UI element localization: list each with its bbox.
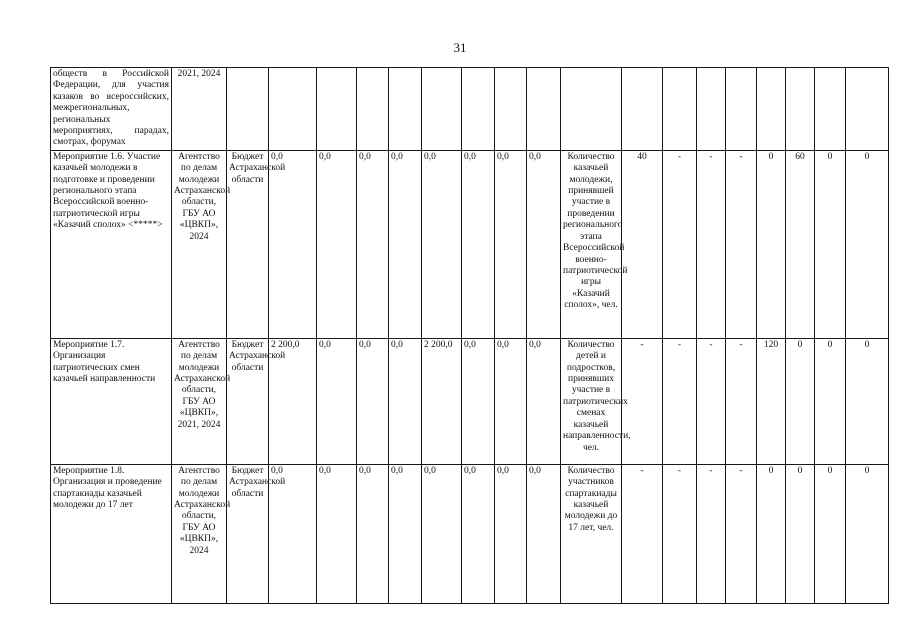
funding-value-cell: 0,0 [495,150,527,338]
funding-value-cell: 0,0 [422,150,462,338]
program-table [50,67,889,604]
target-value-cell [757,68,786,151]
funding-value-cell: 0,0 [357,464,389,603]
funding-value-cell: 0,0 [495,338,527,464]
target-value-cell [815,68,846,151]
funding-value-cell: 0,0 [389,464,422,603]
funding-value-cell [357,68,389,151]
target-value-cell: 0 [815,150,846,338]
funding-value-cell [269,68,317,151]
table-row [51,338,889,464]
target-value-cell: 40 [622,150,663,338]
measure-name-cell: Мероприятие 1.7. Организация патриотических смен казачьей направленности [51,338,172,464]
target-value-cell: - [697,338,726,464]
target-value-cell: - [697,464,726,603]
executor-cell: Агентство по делам молодежи Астраханской области, ГБУ АО «ЦВКП», 2024 [172,464,227,603]
target-value-cell: - [726,338,757,464]
target-value-cell: - [726,464,757,603]
page-number: 31 [453,40,467,55]
indicator-cell [561,68,622,151]
target-value-cell: 0 [846,338,889,464]
funding-value-cell: 0,0 [357,338,389,464]
target-value-cell [697,68,726,151]
funding-value-cell: 0,0 [527,338,561,464]
funding-value-cell: 2 200,0 [422,338,462,464]
target-value-cell: - [663,338,697,464]
indicator-cell: Количество участников спартакиады казачьей молодежи до 17 лет, чел. [561,464,622,603]
funding-value-cell: 0,0 [317,464,357,603]
funding-source-cell [227,68,269,151]
table-row [51,150,889,338]
funding-value-cell: 0,0 [269,150,317,338]
target-value-cell [663,68,697,151]
funding-value-cell [462,68,495,151]
funding-value-cell: 0,0 [495,464,527,603]
funding-value-cell: 0,0 [462,338,495,464]
target-value-cell [726,68,757,151]
measure-name-cell: Мероприятие 1.8. Организация и проведение спартакиады казачьей молодежи до 17 лет [51,464,172,603]
executor-cell: Агентство по делам молодежи Астраханской области, ГБУ АО «ЦВКП», 2024 [172,150,227,338]
target-value-cell: - [622,464,663,603]
funding-value-cell: 0,0 [389,338,422,464]
target-value-cell: - [726,150,757,338]
target-value-cell: 0 [846,464,889,603]
funding-value-cell: 0,0 [317,338,357,464]
funding-value-cell: 0,0 [422,464,462,603]
target-value-cell: - [663,464,697,603]
funding-value-cell [422,68,462,151]
executor-cell: 2021, 2024 [172,68,227,151]
funding-value-cell [495,68,527,151]
indicator-cell: Количество детей и подростков, принявших участие в патриотических сменах казачьей направленности, чел. [561,338,622,464]
funding-source-cell: Бюджет Астраханской области [227,464,269,603]
target-value-cell: 60 [786,150,815,338]
target-value-cell: 0 [786,464,815,603]
funding-value-cell: 0,0 [527,464,561,603]
target-value-cell: - [697,150,726,338]
executor-cell: Агентство по делам молодежи Астраханской области, ГБУ АО «ЦВКП», 2021, 2024 [172,338,227,464]
funding-value-cell [527,68,561,151]
target-value-cell: 0 [815,464,846,603]
funding-value-cell: 0,0 [462,464,495,603]
target-value-cell [846,68,889,151]
funding-value-cell: 0,0 [269,464,317,603]
funding-value-cell [389,68,422,151]
funding-value-cell: 0,0 [527,150,561,338]
table-row [51,68,889,151]
funding-value-cell [317,68,357,151]
funding-value-cell: 0,0 [389,150,422,338]
funding-value-cell: 0,0 [357,150,389,338]
indicator-cell: Количество казачьей молодежи, принявшей участие в проведении регионального этапа Всероссийской военно-патриотической игры «Казачий сполох», чел. [561,150,622,338]
target-value-cell [786,68,815,151]
target-value-cell: 120 [757,338,786,464]
target-value-cell: 0 [786,338,815,464]
target-value-cell: - [622,338,663,464]
target-value-cell: 0 [815,338,846,464]
target-value-cell: - [663,150,697,338]
funding-value-cell: 0,0 [462,150,495,338]
funding-source-cell: Бюджет Астраханской области [227,338,269,464]
target-value-cell: 0 [757,464,786,603]
funding-source-cell: Бюджет Астраханской области [227,150,269,338]
target-value-cell: 0 [846,150,889,338]
funding-value-cell: 0,0 [317,150,357,338]
measure-name-cell: обществ в Российской Федерации, для участия казаков во всероссийских, межрегиональных, региональных мероприятиях, парадах, смотрах, форумах [51,68,172,151]
target-value-cell [622,68,663,151]
target-value-cell: 0 [757,150,786,338]
funding-value-cell: 2 200,0 [269,338,317,464]
table-row [51,464,889,603]
measure-name-cell: Мероприятие 1.6. Участие казачьей молодежи в подготовке и проведении регионального этапа Всероссийской военно-патриотической игры «Казачий сполох» <*****> [51,150,172,338]
